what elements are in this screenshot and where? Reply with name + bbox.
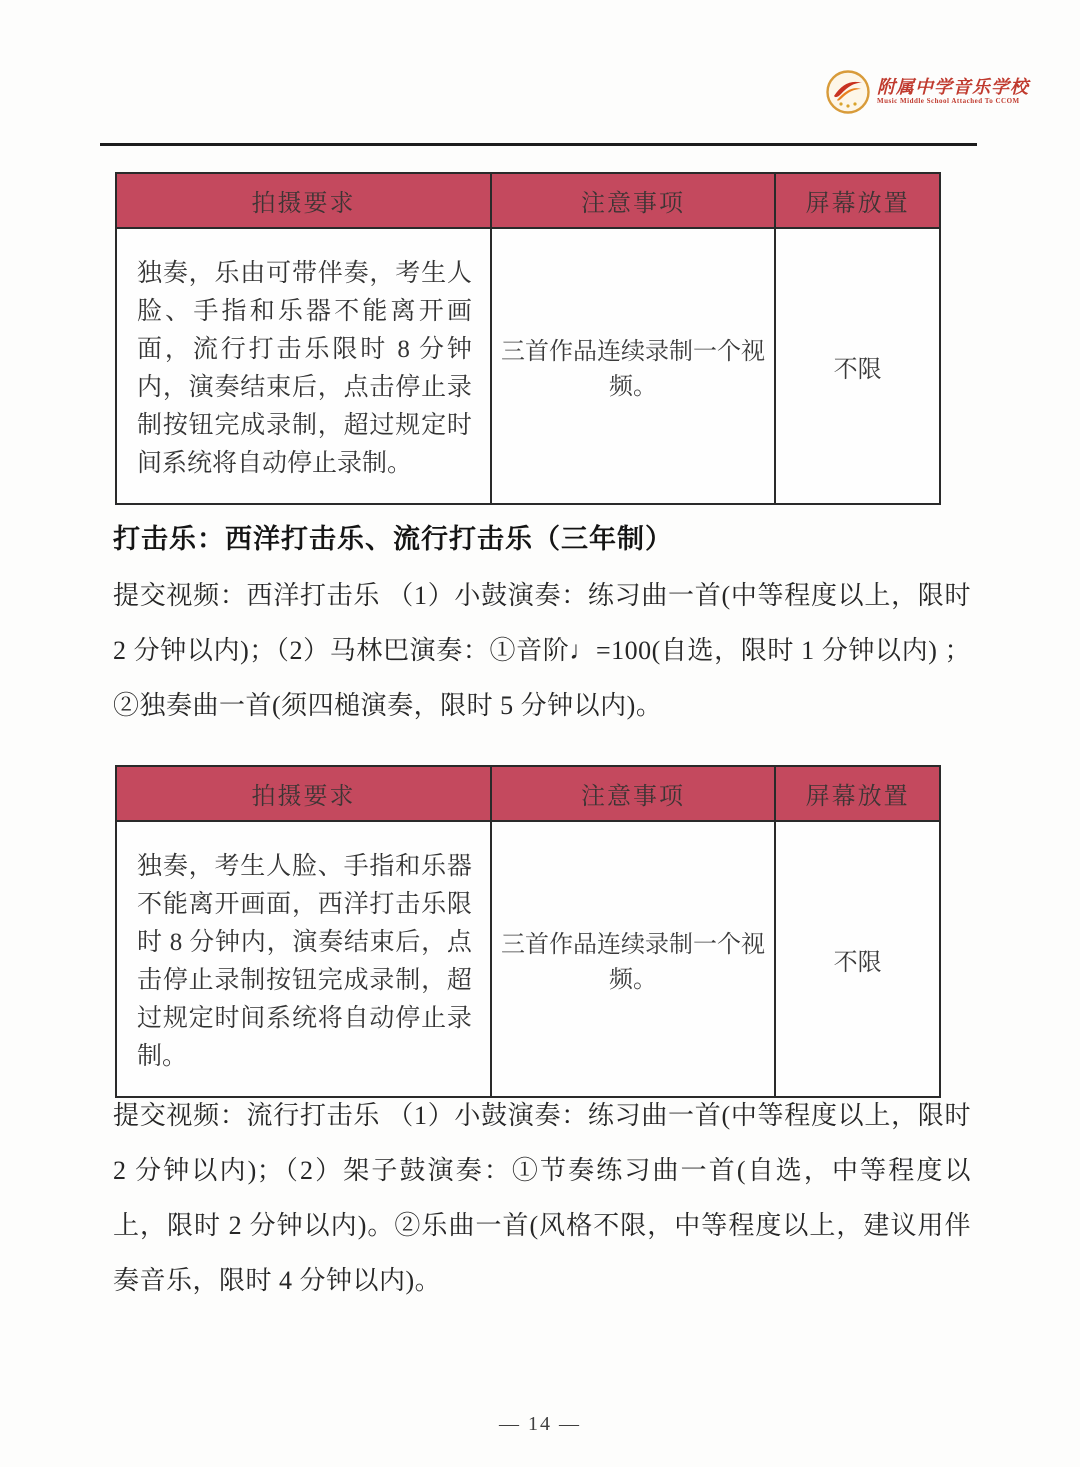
logo-english-text: Music Middle School Attached To CCOM [877, 97, 1020, 106]
recording-requirements-table-2 [115, 765, 941, 1098]
table2-body-row [116, 821, 940, 1097]
table2-notes-cell: 三首作品连续录制一个视频。 [491, 821, 775, 1097]
table2-screen-placement-cell: 不限 [775, 821, 940, 1097]
table2-header-notes: 注意事项 [491, 766, 775, 821]
school-emblem-icon [826, 70, 870, 114]
section-heading: 打击乐：西洋打击乐、流行打击乐（三年制） [113, 524, 673, 554]
school-logo [826, 70, 1029, 114]
paragraph-pop-percussion: 提交视频：流行打击乐 （1）小鼓演奏：练习曲一首(中等程度以上，限时 2 分钟以内)；（2）架子鼓演奏：①节奏练习曲一首(自选，中等程度以上，限时 2 分钟以内)。②乐曲一首(风格不限，中等程度以上，建议用伴奏音乐，限时 4 分钟以内)。 [113, 1101, 971, 1295]
logo-text-block [877, 78, 1029, 105]
table1-header-notes: 注意事项 [491, 173, 775, 228]
table1-header-screen-placement: 屏幕放置 [775, 173, 940, 228]
table1-body-row [116, 228, 940, 504]
table1-screen-placement-cell: 不限 [775, 228, 940, 504]
table1-header-shooting-requirements: 拍摄要求 [116, 173, 491, 228]
table2-header-shooting-requirements: 拍摄要求 [116, 766, 491, 821]
table2-header-row [116, 766, 940, 821]
logo-chinese-text: 附属中学音乐学校 [877, 77, 1029, 98]
recording-requirements-table-1 [115, 172, 941, 505]
table2-header-screen-placement: 屏幕放置 [775, 766, 940, 821]
page-number: — 14 — [499, 1413, 581, 1435]
table1-notes-cell: 三首作品连续录制一个视频。 [491, 228, 775, 504]
table1-header-row [116, 173, 940, 228]
header-divider [100, 143, 977, 146]
paragraph-western-percussion: 提交视频：西洋打击乐 （1）小鼓演奏：练习曲一首(中等程度以上，限时 2 分钟以内)；（2）马林巴演奏：①音阶♩=100(自选，限时 1 分钟以内) ；②独奏曲一首(须四槌演奏，限时 5 分钟以内)。 [113, 581, 971, 720]
table2-shooting-requirement-cell: 独奏，考生人脸、手指和乐器不能离开画面，西洋打击乐限时 8 分钟内，演奏结束后，点击停止录制按钮完成录制，超过规定时间系统将自动停止录制。 [116, 821, 491, 1097]
table1-shooting-requirement-cell: 独奏，乐由可带伴奏，考生人脸、手指和乐器不能离开画面，流行打击乐限时 8 分钟内，演奏结束后，点击停止录制按钮完成录制，超过规定时间系统将自动停止录制。 [116, 228, 491, 504]
